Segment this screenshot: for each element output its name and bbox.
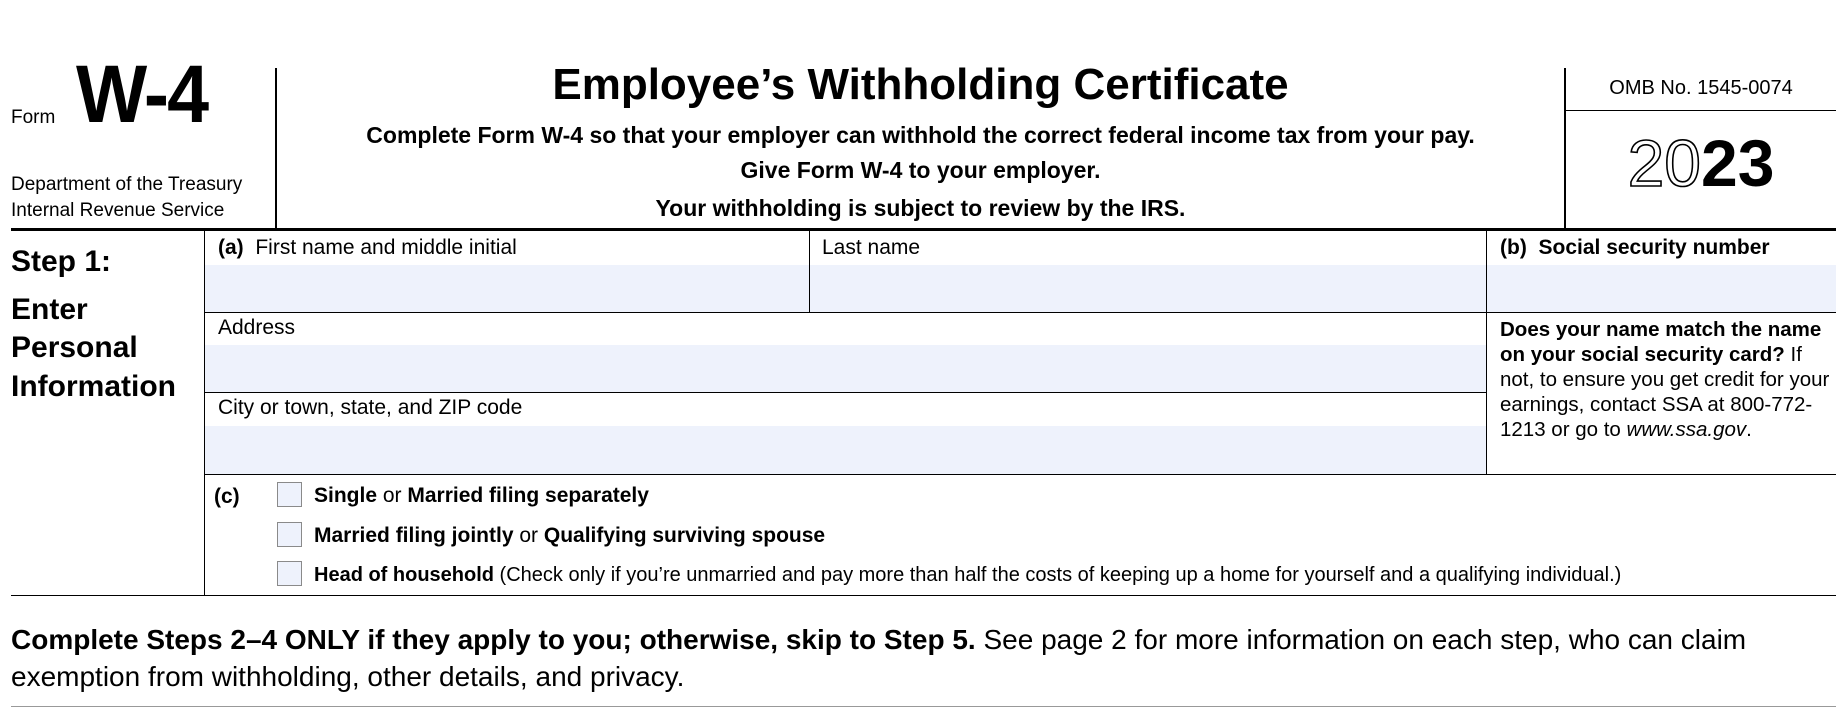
field-tag-c: (c) bbox=[214, 485, 240, 508]
ssn-note bbox=[1500, 317, 1834, 442]
ssn-note-body: If not, to ensure you get credit for your earnings, contact SSA at 800-772-1213 or go to bbox=[1500, 343, 1830, 441]
filing-status-hoh: Head of household bbox=[314, 564, 494, 586]
tax-year bbox=[1566, 126, 1836, 200]
ssn-note-question: Does your name match the name on your social security card? bbox=[1500, 318, 1822, 366]
step1-title-line2: Personal bbox=[11, 331, 138, 364]
filing-status-mfs: Married filing separately bbox=[407, 484, 649, 507]
filing-status-single-label bbox=[314, 484, 649, 508]
filing-status-hoh-label bbox=[314, 564, 1621, 587]
checkbox-married-jointly[interactable] bbox=[277, 522, 302, 547]
city-input[interactable] bbox=[205, 426, 1486, 474]
form-subtitle-3: Your withholding is subject to review by the IRS. bbox=[655, 195, 1186, 221]
ssn-label-text: Social security number bbox=[1538, 236, 1770, 259]
omb-divider bbox=[1566, 110, 1836, 111]
field-tag-b: (b) bbox=[1500, 236, 1527, 259]
form-prefix: Form bbox=[11, 107, 56, 128]
last-name-label: Last name bbox=[822, 236, 921, 259]
filing-status-mfj-label bbox=[314, 524, 825, 548]
first-name-label-text: First name and middle initial bbox=[255, 236, 517, 259]
address-input[interactable] bbox=[205, 345, 1486, 392]
last-name-input[interactable] bbox=[810, 265, 1486, 312]
form-subtitle-1: Complete Form W-4 so that your employer can withhold the correct federal income tax from your pay. bbox=[366, 122, 1475, 148]
filing-status-single: Single bbox=[314, 484, 378, 507]
row1-bottom-rule bbox=[205, 312, 1836, 313]
city-label: City or town, state, and ZIP code bbox=[218, 396, 523, 419]
filing-status-hoh-note: (Check only if you’re unmarried and pay more than half the costs of keeping up a home for yourself and a qualifying individual.) bbox=[494, 564, 1622, 586]
steps-instruction-bold: Complete Steps 2–4 ONLY if they apply to you; otherwise, skip to Step 5. bbox=[11, 624, 976, 655]
filing-status-or-2: or bbox=[513, 524, 544, 547]
department-line2: Internal Revenue Service bbox=[11, 200, 225, 221]
department-line1: Department of the Treasury bbox=[11, 174, 243, 195]
filing-status-qss: Qualifying surviving spouse bbox=[543, 524, 826, 547]
filing-status-mfj: Married filing jointly bbox=[314, 524, 514, 547]
ssn-label bbox=[1500, 236, 1770, 260]
field-tag-a: (a) bbox=[218, 236, 244, 259]
form-title: Employee’s Withholding Certificate bbox=[552, 60, 1289, 109]
first-name-input[interactable] bbox=[205, 265, 809, 312]
tax-year-bold: 23 bbox=[1701, 126, 1775, 200]
form-subtitle-2: Give Form W-4 to your employer. bbox=[740, 157, 1101, 183]
checkbox-single[interactable] bbox=[277, 482, 302, 507]
header-bottom-rule bbox=[11, 228, 1836, 231]
tax-year-outline: 20 bbox=[1627, 126, 1701, 200]
steps-instruction-rest: See page 2 for more information on each step, who can claim exemption from withholding, other details, and privacy. bbox=[11, 624, 1747, 692]
step1-label: Step 1: bbox=[11, 245, 112, 278]
omb-number: OMB No. 1545-0074 bbox=[1609, 77, 1793, 99]
form-number: W-4 bbox=[76, 49, 208, 140]
step1-title-line1: Enter bbox=[11, 293, 88, 326]
first-name-label bbox=[218, 236, 517, 260]
filing-status-or-1: or bbox=[377, 484, 408, 507]
ssn-note-end: . bbox=[1746, 418, 1752, 441]
address-label: Address bbox=[218, 316, 296, 339]
footer-rule bbox=[11, 706, 1836, 707]
steps-instruction bbox=[11, 621, 1826, 695]
step1-bottom-rule bbox=[11, 595, 1836, 596]
ssn-input[interactable] bbox=[1487, 265, 1836, 312]
row3-bottom-rule bbox=[205, 474, 1836, 475]
checkbox-head-of-household[interactable] bbox=[277, 561, 302, 586]
ssa-website-link[interactable]: www.ssa.gov bbox=[1626, 418, 1747, 441]
row2-bottom-rule bbox=[205, 392, 1486, 393]
step1-title-line3: Information bbox=[11, 370, 176, 403]
